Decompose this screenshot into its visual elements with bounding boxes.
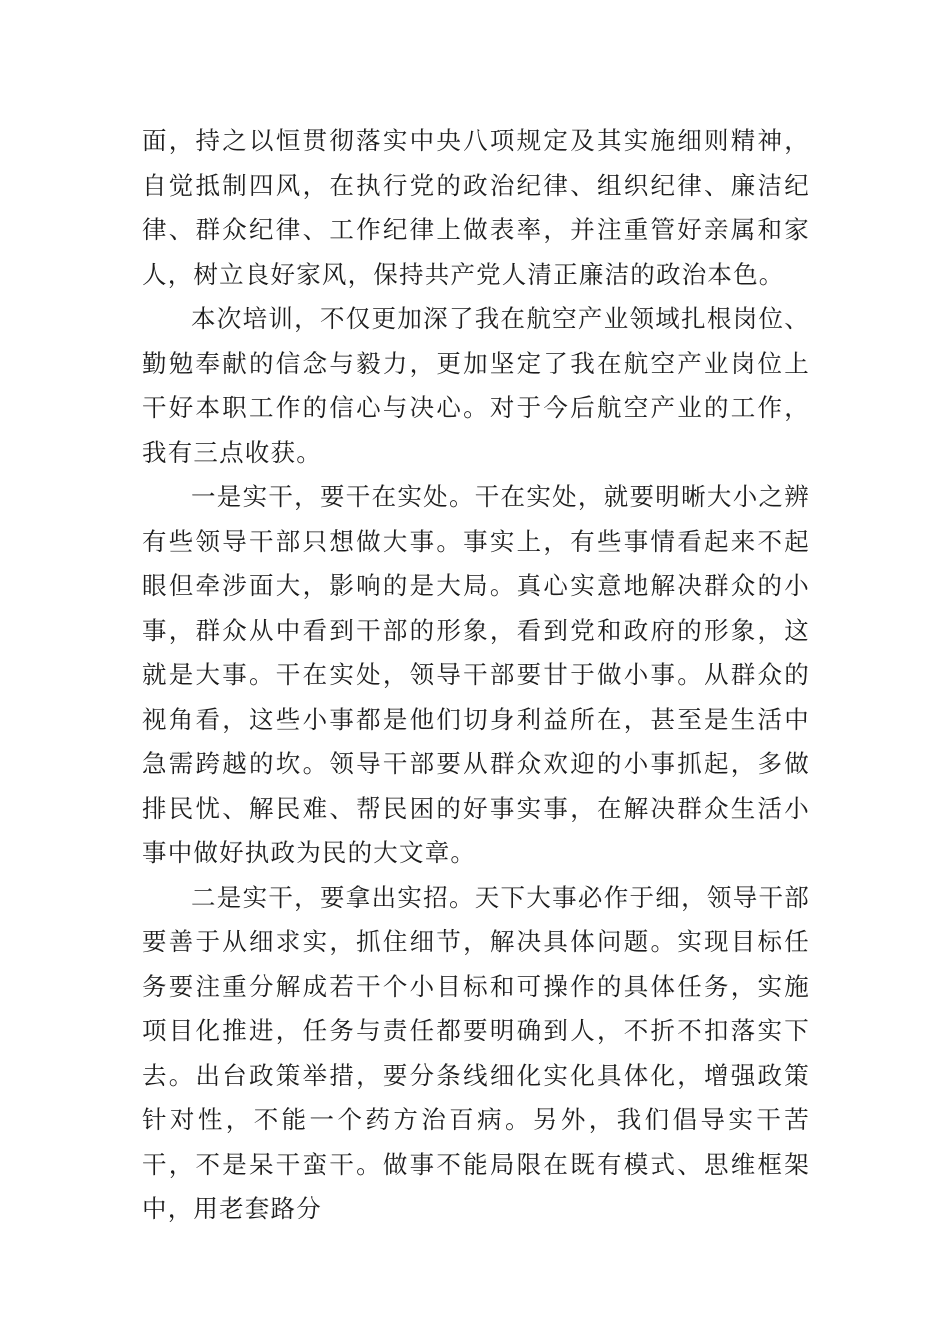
paragraph-point-two: 二是实干，要拿出实招。天下大事必作于细，领导干部要善于从细求实，抓住细节，解决具体问题。实现目标任务要注重分解成若干个小目标和可操作的具体任务，实施项目化推进，任务与责任都要明确到人，不折不扣落实下去。出台政策举措，要分条线细化实化具体化，增强政策针对性，不能一个药方治百病。另外，我们倡导实干苦干，不是呆干蛮干。做事不能局限在既有模式、思维框架中，用老套路分 <box>142 882 810 1223</box>
document-body <box>142 119 810 1232</box>
paragraph-continuation: 面，持之以恒贯彻落实中央八项规定及其实施细则精神，自觉抵制四风，在执行党的政治纪律、组织纪律、廉洁纪律、群众纪律、工作纪律上做表率，并注重管好亲属和家人，树立良好家风，保持共产党人清正廉洁的政治本色。 <box>142 126 810 289</box>
paragraph-point-one: 一是实干，要干在实处。干在实处，就要明晰大小之辨有些领导干部只想做大事。事实上，有些事情看起来不起眼但牵涉面大，影响的是大局。真心实意地解决群众的小事，群众从中看到干部的形象，看到党和政府的形象，这就是大事。干在实处，领导干部要甘于做小事。从群众的视角看，这些小事都是他们切身利益所在，甚至是生活中急需跨越的坎。领导干部要从群众欢迎的小事抓起，多做排民忧、解民难、帮民困的好事实事，在解决群众生活小事中做好执政为民的大文章。 <box>142 482 810 867</box>
paragraph-training-summary: 本次培训，不仅更加深了我在航空产业领域扎根岗位、勤勉奉献的信念与毅力，更加坚定了我在航空产业岗位上干好本职工作的信心与决心。对于今后航空产业的工作，我有三点收获。 <box>142 304 810 467</box>
